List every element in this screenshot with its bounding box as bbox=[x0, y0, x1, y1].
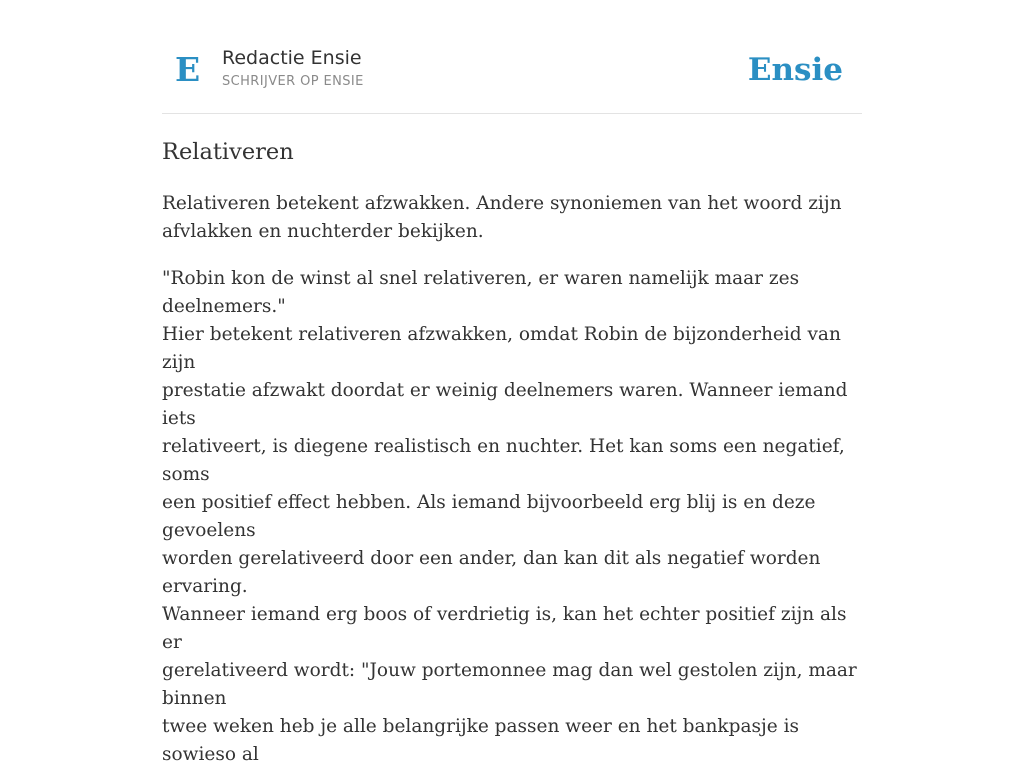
author-header bbox=[162, 0, 862, 114]
paragraph-line: Hier betekent relativeren afzwakken, omdat Robin de bijzonderheid van zijn bbox=[162, 324, 841, 373]
paragraph-line: een positief effect hebben. Als iemand bijvoorbeeld erg blij is en deze gevoelens bbox=[162, 492, 816, 541]
paragraph-line: prestatie afzwakt doordat er weinig deelnemers waren. Wanneer iemand iets bbox=[162, 380, 848, 429]
paragraph-line: Relativeren betekent afzwakken. Andere synoniemen van het woord zijn bbox=[162, 193, 842, 214]
page-container bbox=[162, 0, 862, 765]
article-paragraph-2 bbox=[162, 265, 862, 769]
paragraph-line: relativeert, is diegene realistisch en nuchter. Het kan soms een negatief, soms bbox=[162, 436, 845, 485]
brand-logo[interactable]: Ensie bbox=[747, 52, 843, 88]
paragraph-line: afvlakken en nuchterder bekijken. bbox=[162, 221, 484, 242]
author-role: SCHRIJVER OP ENSIE bbox=[222, 74, 364, 89]
article-paragraph-1 bbox=[162, 190, 862, 246]
author-name[interactable]: Redactie Ensie bbox=[222, 47, 362, 69]
paragraph-line: gerelativeerd wordt: "Jouw portemonnee mag dan wel gestolen zijn, maar binnen bbox=[162, 660, 857, 709]
paragraph-line: twee weken heb je alle belangrijke passen weer en het bankpasje is sowieso al bbox=[162, 716, 799, 765]
paragraph-line: "Robin kon de winst al snel relativeren, er waren namelijk maar zes deelnemers." bbox=[162, 268, 800, 317]
author-avatar-logo[interactable]: E bbox=[175, 50, 201, 89]
article-title: Relativeren bbox=[162, 139, 294, 165]
paragraph-line: Wanneer iemand erg boos of verdrietig is, kan het echter positief zijn als er bbox=[162, 604, 847, 653]
paragraph-line: worden gerelativeerd door een ander, dan kan dit als negatief worden ervaring. bbox=[162, 548, 821, 597]
